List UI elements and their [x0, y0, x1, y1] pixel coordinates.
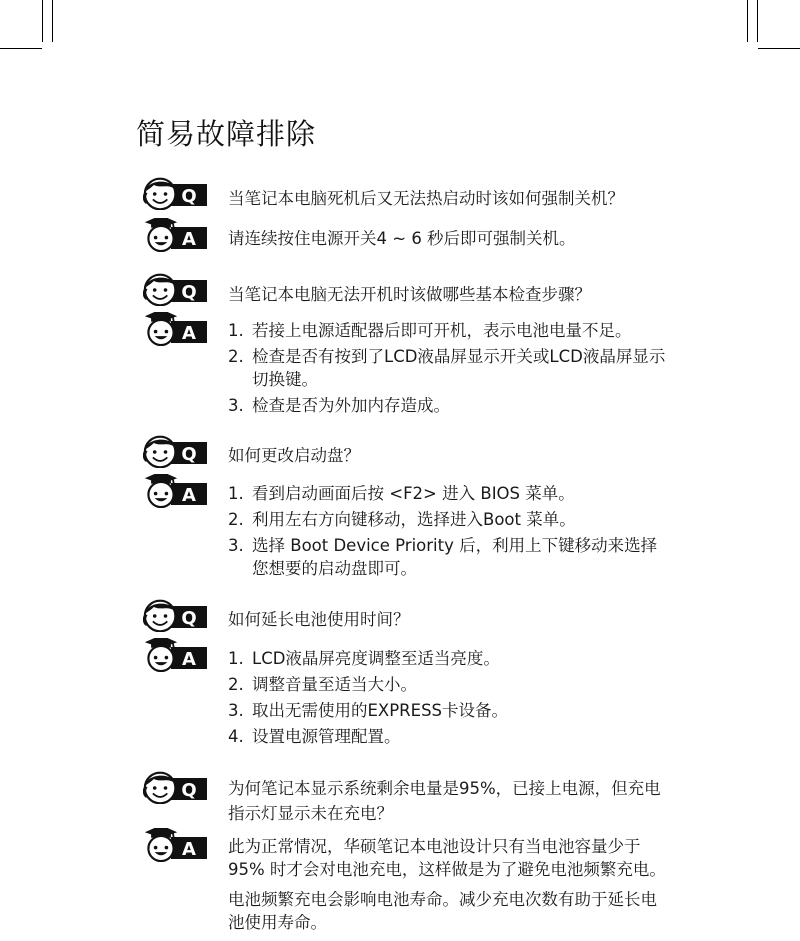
answer-list [228, 482, 668, 583]
answer-badge-icon [143, 312, 207, 346]
crop-mark [747, 0, 748, 42]
answer-paragraph: 电池频繁充电会影响电池寿命。减少充电次数有助于延长电池使用寿命。 [228, 890, 657, 932]
page-title: 简易故障排除 [136, 117, 317, 151]
list-item: 4. 设置电源管理配置。 [228, 727, 401, 746]
svg-text:Q: Q [181, 444, 197, 465]
answer-badge-icon [143, 218, 207, 252]
question-text: 如何延长电池使用时间？ [228, 610, 410, 629]
crop-mark [0, 48, 42, 49]
list-item: 2. 利用左右方向键移动，选择进入Boot 菜单。 [228, 510, 576, 529]
list-item: 1. 若接上电源适配器后即可开机，表示电池电量不足。 [228, 321, 632, 340]
svg-text:A: A [182, 649, 196, 670]
list-item: 3. 选择 Boot Device Priority 后，利用上下键移动来选择您想要的启动盘即可。 [228, 536, 658, 578]
answer-badge-icon [143, 638, 207, 672]
crop-mark [52, 0, 53, 42]
answer-text: 请连续按住电源开关4 ~ 6 秒后即可强制关机。 [228, 229, 576, 248]
crop-mark [42, 0, 43, 42]
question-badge-icon [143, 176, 207, 210]
svg-text:Q: Q [181, 608, 197, 629]
list-item: 2. 检查是否有按到了LCD液晶屏显示开关或LCD液晶屏显示切换键。 [228, 347, 666, 389]
question-badge-icon [143, 272, 207, 306]
question-text: 如何更改启动盘？ [228, 446, 360, 465]
answer-list [228, 647, 668, 751]
svg-text:A: A [182, 485, 196, 506]
question-text: 当笔记本电脑死机后又无法热启动时该如何强制关机？ [228, 189, 624, 208]
answer-paragraph: 此为正常情况，华硕笔记本电池设计只有当电池容量少于 95% 时才会对电池充电，这样做是为了避免电池频繁充电。 [228, 837, 666, 879]
svg-text:Q: Q [181, 780, 197, 801]
question-text: 当笔记本电脑无法开机时该做哪些基本检查步骤？ [228, 285, 591, 304]
answer-list [228, 319, 668, 420]
crop-mark [757, 0, 758, 42]
svg-text:A: A [182, 229, 196, 250]
svg-text:A: A [182, 839, 196, 860]
list-item: 1. 看到启动画面后按 <F2> 进入 BIOS 菜单。 [228, 484, 575, 503]
question-badge-icon [143, 434, 207, 468]
question-badge-icon [143, 770, 207, 804]
svg-text:Q: Q [181, 282, 197, 303]
svg-text:Q: Q [181, 186, 197, 207]
answer-paragraphs [228, 835, 668, 941]
question-text: 为何笔记本显示系统剩余电量是95%，已接上电源，但充电指示灯显示未在充电？ [228, 779, 661, 823]
list-item: 3. 检查是否为外加内存造成。 [228, 396, 450, 415]
answer-badge-icon [143, 828, 207, 862]
question-badge-icon [143, 598, 207, 632]
svg-text:A: A [182, 323, 196, 344]
list-item: 1. LCD液晶屏亮度调整至适当亮度。 [228, 649, 500, 668]
answer-badge-icon [143, 474, 207, 508]
crop-mark [758, 48, 800, 49]
list-item: 3. 取出无需使用的EXPRESS卡设备。 [228, 701, 509, 720]
list-item: 2. 调整音量至适当大小。 [228, 675, 417, 694]
